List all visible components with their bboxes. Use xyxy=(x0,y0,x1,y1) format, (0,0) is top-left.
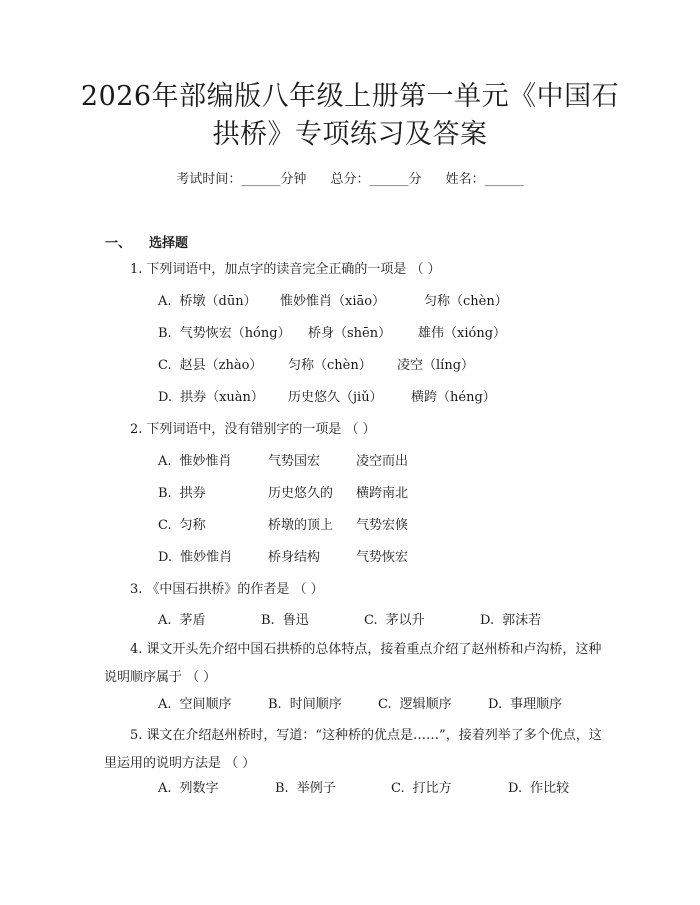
option-letter: B. xyxy=(268,697,282,712)
option-letter: D. xyxy=(158,390,173,405)
option-3c xyxy=(364,613,425,629)
option-2b xyxy=(158,486,206,502)
option-1a-item-2: 惟妙惟肖（xiāo） xyxy=(280,294,386,309)
option-text: 空间顺序 xyxy=(179,697,232,712)
section-heading xyxy=(105,232,188,251)
option-1b-item-3: 雄伟（xióng） xyxy=(418,326,507,341)
option-text: 作比较 xyxy=(530,781,570,796)
option-text: 郭沫若 xyxy=(502,613,542,628)
option-1c xyxy=(158,358,262,374)
option-text: 时间顺序 xyxy=(289,697,342,712)
option-1d-item-2: 历史悠久（jiǔ） xyxy=(288,390,383,405)
option-1c-item-3: 凌空（líng） xyxy=(397,358,475,373)
question-number: 2. xyxy=(130,422,143,437)
question-number: 4. xyxy=(130,642,143,657)
option-2b-item-2: 历史悠久的 xyxy=(268,486,334,501)
option-text: 逻辑顺序 xyxy=(399,697,452,712)
option-item: 惟妙惟肖 xyxy=(179,454,232,469)
option-letter: C. xyxy=(158,358,172,373)
question-number: 1. xyxy=(130,262,143,277)
option-2c-item-2: 桥墩的顶上 xyxy=(268,518,334,533)
option-letter: D. xyxy=(508,781,523,796)
option-5a xyxy=(158,781,219,797)
question-number: 3. xyxy=(130,582,143,597)
option-item: 匀称 xyxy=(179,518,206,533)
option-letter: C. xyxy=(378,697,392,712)
option-2a-item-2: 气势国宏 xyxy=(268,454,321,469)
option-5c xyxy=(391,781,452,797)
option-2c xyxy=(158,518,206,534)
option-letter: A. xyxy=(158,294,172,309)
option-2d-item-3: 气势恢宏 xyxy=(356,550,409,565)
option-5d xyxy=(508,781,569,797)
title-line-2: 拱桥》专项练习及答案 xyxy=(212,119,488,150)
option-2d xyxy=(158,550,232,566)
title-line-1: 2026年部编版八年级上册第一单元《中国石 xyxy=(80,81,620,112)
option-text: 打比方 xyxy=(412,781,452,796)
option-text: 事理顺序 xyxy=(510,697,563,712)
question-stem: 课文开头先介绍中国石拱桥的总体特点，接着重点介绍了赵州桥和卢沟桥，这种说明顺序属于 （ ） xyxy=(104,642,602,685)
option-4c xyxy=(378,697,452,713)
option-4a xyxy=(158,697,232,713)
option-1d-item-3: 横跨（héng） xyxy=(411,390,496,405)
option-letter: C. xyxy=(391,781,405,796)
student-name: 姓名：______ xyxy=(445,172,524,187)
option-2d-item-2: 桥身结构 xyxy=(268,550,321,565)
option-4b xyxy=(268,697,342,713)
question-stem: 下列词语中，没有错别字的一项是 （ ） xyxy=(146,422,376,437)
question-1 xyxy=(130,262,441,278)
page-title xyxy=(60,78,640,154)
option-letter: D. xyxy=(480,613,495,628)
option-3a xyxy=(158,613,206,629)
section-number: 一、 xyxy=(105,236,132,251)
exam-meta xyxy=(0,168,700,187)
question-stem: 课文在介绍赵州桥时，写道：“这种桥的优点是……”，接着列举了多个优点，这里运用的说明方法是 （ ） xyxy=(104,728,602,771)
question-stem: 下列词语中，加点字的读音完全正确的一项是 （ ） xyxy=(146,262,441,277)
option-letter: B. xyxy=(158,326,172,341)
option-text: 茅以升 xyxy=(385,613,425,628)
option-item: 拱券（xuàn） xyxy=(180,390,264,405)
option-item: 惟妙惟肖 xyxy=(180,550,233,565)
question-stem: 《中国石拱桥》的作者是 （ ） xyxy=(146,582,324,597)
option-1a-item-3: 匀称（chèn） xyxy=(424,294,508,309)
option-letter: B. xyxy=(158,486,172,501)
option-letter: A. xyxy=(158,613,172,628)
option-letter: A. xyxy=(158,781,172,796)
question-2 xyxy=(130,422,376,438)
option-3d xyxy=(480,613,541,629)
option-letter: C. xyxy=(158,518,172,533)
option-item: 气势恢宏（hóng） xyxy=(179,326,291,341)
option-2a-item-3: 凌空而出 xyxy=(356,454,409,469)
option-1d xyxy=(158,390,264,406)
option-2a xyxy=(158,454,232,470)
section-label: 选择题 xyxy=(149,236,189,251)
option-text: 举例子 xyxy=(296,781,336,796)
option-text: 茅盾 xyxy=(179,613,206,628)
option-1a xyxy=(158,294,257,310)
exam-time: 考试时间：______分钟 xyxy=(176,172,307,187)
option-item: 桥墩（dūn） xyxy=(179,294,257,309)
option-letter: B. xyxy=(275,781,289,796)
option-text: 鲁迅 xyxy=(282,613,309,628)
question-4 xyxy=(104,636,604,692)
option-letter: A. xyxy=(158,454,172,469)
option-letter: A. xyxy=(158,697,172,712)
option-1c-item-2: 匀称（chèn） xyxy=(288,358,372,373)
option-letter: B. xyxy=(261,613,275,628)
option-5b xyxy=(275,781,336,797)
option-item: 拱券 xyxy=(179,486,206,501)
option-letter: C. xyxy=(364,613,378,628)
option-letter: D. xyxy=(488,697,503,712)
option-2b-item-3: 横跨南北 xyxy=(356,486,409,501)
option-letter: D. xyxy=(158,550,173,565)
option-text: 列数字 xyxy=(179,781,219,796)
option-1b xyxy=(158,326,291,342)
option-4d xyxy=(488,697,562,713)
question-3 xyxy=(130,582,324,598)
question-number: 5. xyxy=(130,728,143,743)
option-item: 赵县（zhào） xyxy=(179,358,263,373)
option-1b-item-2: 桥身（shēn） xyxy=(308,326,392,341)
option-2c-item-3: 气势宏倏 xyxy=(356,518,409,533)
option-3b xyxy=(261,613,309,629)
total-score: 总分：______分 xyxy=(330,172,422,187)
question-5 xyxy=(104,722,604,778)
